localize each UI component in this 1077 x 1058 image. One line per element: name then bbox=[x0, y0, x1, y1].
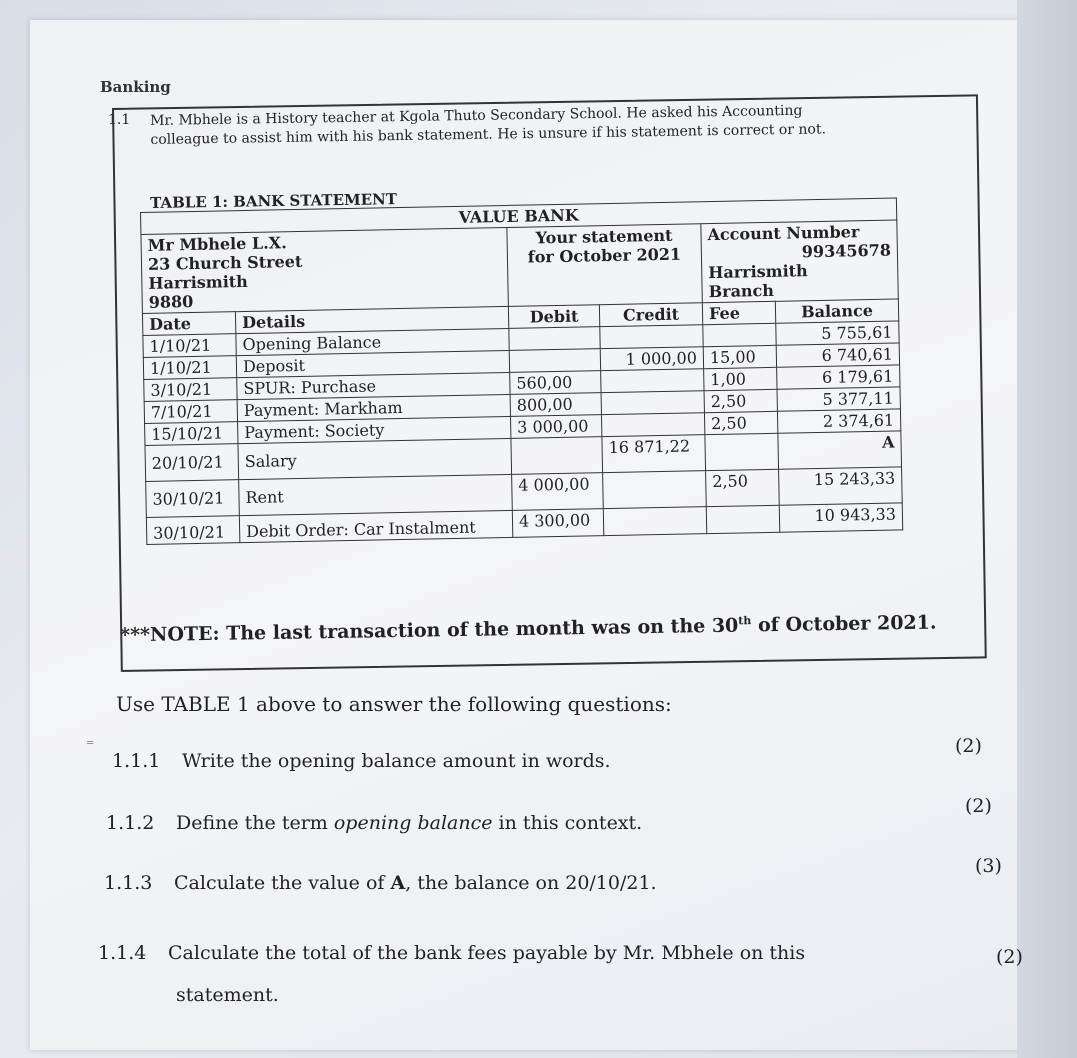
bank-statement bbox=[140, 197, 903, 544]
table-row: 15/10/21 Payment: Society 3 000,00 2,50 2 374,61 bbox=[145, 409, 901, 446]
marks-1-1-4: (2) bbox=[996, 946, 1023, 968]
question-1-1-3: 1.1.3 Calculate the value of A, the balance on 20/10/21. bbox=[104, 872, 657, 894]
section-number: 1.1 bbox=[108, 112, 131, 128]
question-1-1-4: 1.1.4 Calculate the total of the bank fees payable by Mr. Mbhele on this bbox=[98, 942, 806, 964]
page-edge bbox=[1017, 0, 1077, 1058]
note-text: ***NOTE: The last transaction of the month was on the 30th of October 2021. bbox=[120, 611, 937, 647]
table-row: 20/10/21 Salary 16 871,22 A bbox=[145, 431, 902, 482]
marks-1-1-2: (2) bbox=[965, 795, 992, 817]
question-1-1-2: 1.1.2 Define the term opening balance in this context. bbox=[106, 812, 643, 834]
marks-1-1-3: (3) bbox=[975, 855, 1002, 877]
table-row: 1/10/21 Deposit 1 000,00 15,00 6 740,61 bbox=[143, 343, 899, 380]
topic-heading: Banking bbox=[100, 78, 171, 96]
bank-statement-table bbox=[140, 197, 903, 544]
table-caption: TABLE 1: BANK STATEMENT bbox=[150, 190, 398, 212]
marks-1-1-1: (2) bbox=[955, 735, 982, 757]
table-row: 30/10/21 Debit Order: Car Instalment 4 300,00 10 943,33 bbox=[146, 503, 902, 545]
account-info: Account Number 99345678 Harrismith Branch bbox=[701, 220, 898, 303]
table-header: Date Details Debit Credit Fee Balance bbox=[142, 299, 898, 336]
bank-name: VALUE BANK bbox=[141, 198, 897, 235]
table-row: 7/10/21 Payment: Markham 800,00 2,50 5 377,11 bbox=[144, 387, 900, 424]
statement-period: Your statement for October 2021 bbox=[507, 224, 702, 307]
table-row: 3/10/21 SPUR: Purchase 560,00 1,00 6 179,61 bbox=[144, 365, 900, 402]
table-row: 30/10/21 Rent 4 000,00 2,50 15 243,33 bbox=[146, 467, 903, 518]
question-1-1-4-continued: statement. bbox=[176, 984, 279, 1006]
table-row: 1/10/21 Opening Balance 5 755,61 bbox=[143, 321, 899, 358]
margin-mark: = bbox=[86, 738, 95, 749]
instruction-text: Use TABLE 1 above to answer the following questions: bbox=[116, 692, 672, 716]
question-1-1-1: 1.1.1 Write the opening balance amount in words. bbox=[112, 750, 611, 772]
intro-text: Mr. Mbhele is a History teacher at Kgola Thuto Secondary School. He asked his Accounting colleague to assist him with his bank statement. He is unsure if his statement is correct or not. bbox=[150, 102, 827, 148]
customer-address: Mr Mbhele L.X. 23 Church Street Harrismith 9880 bbox=[141, 227, 508, 313]
